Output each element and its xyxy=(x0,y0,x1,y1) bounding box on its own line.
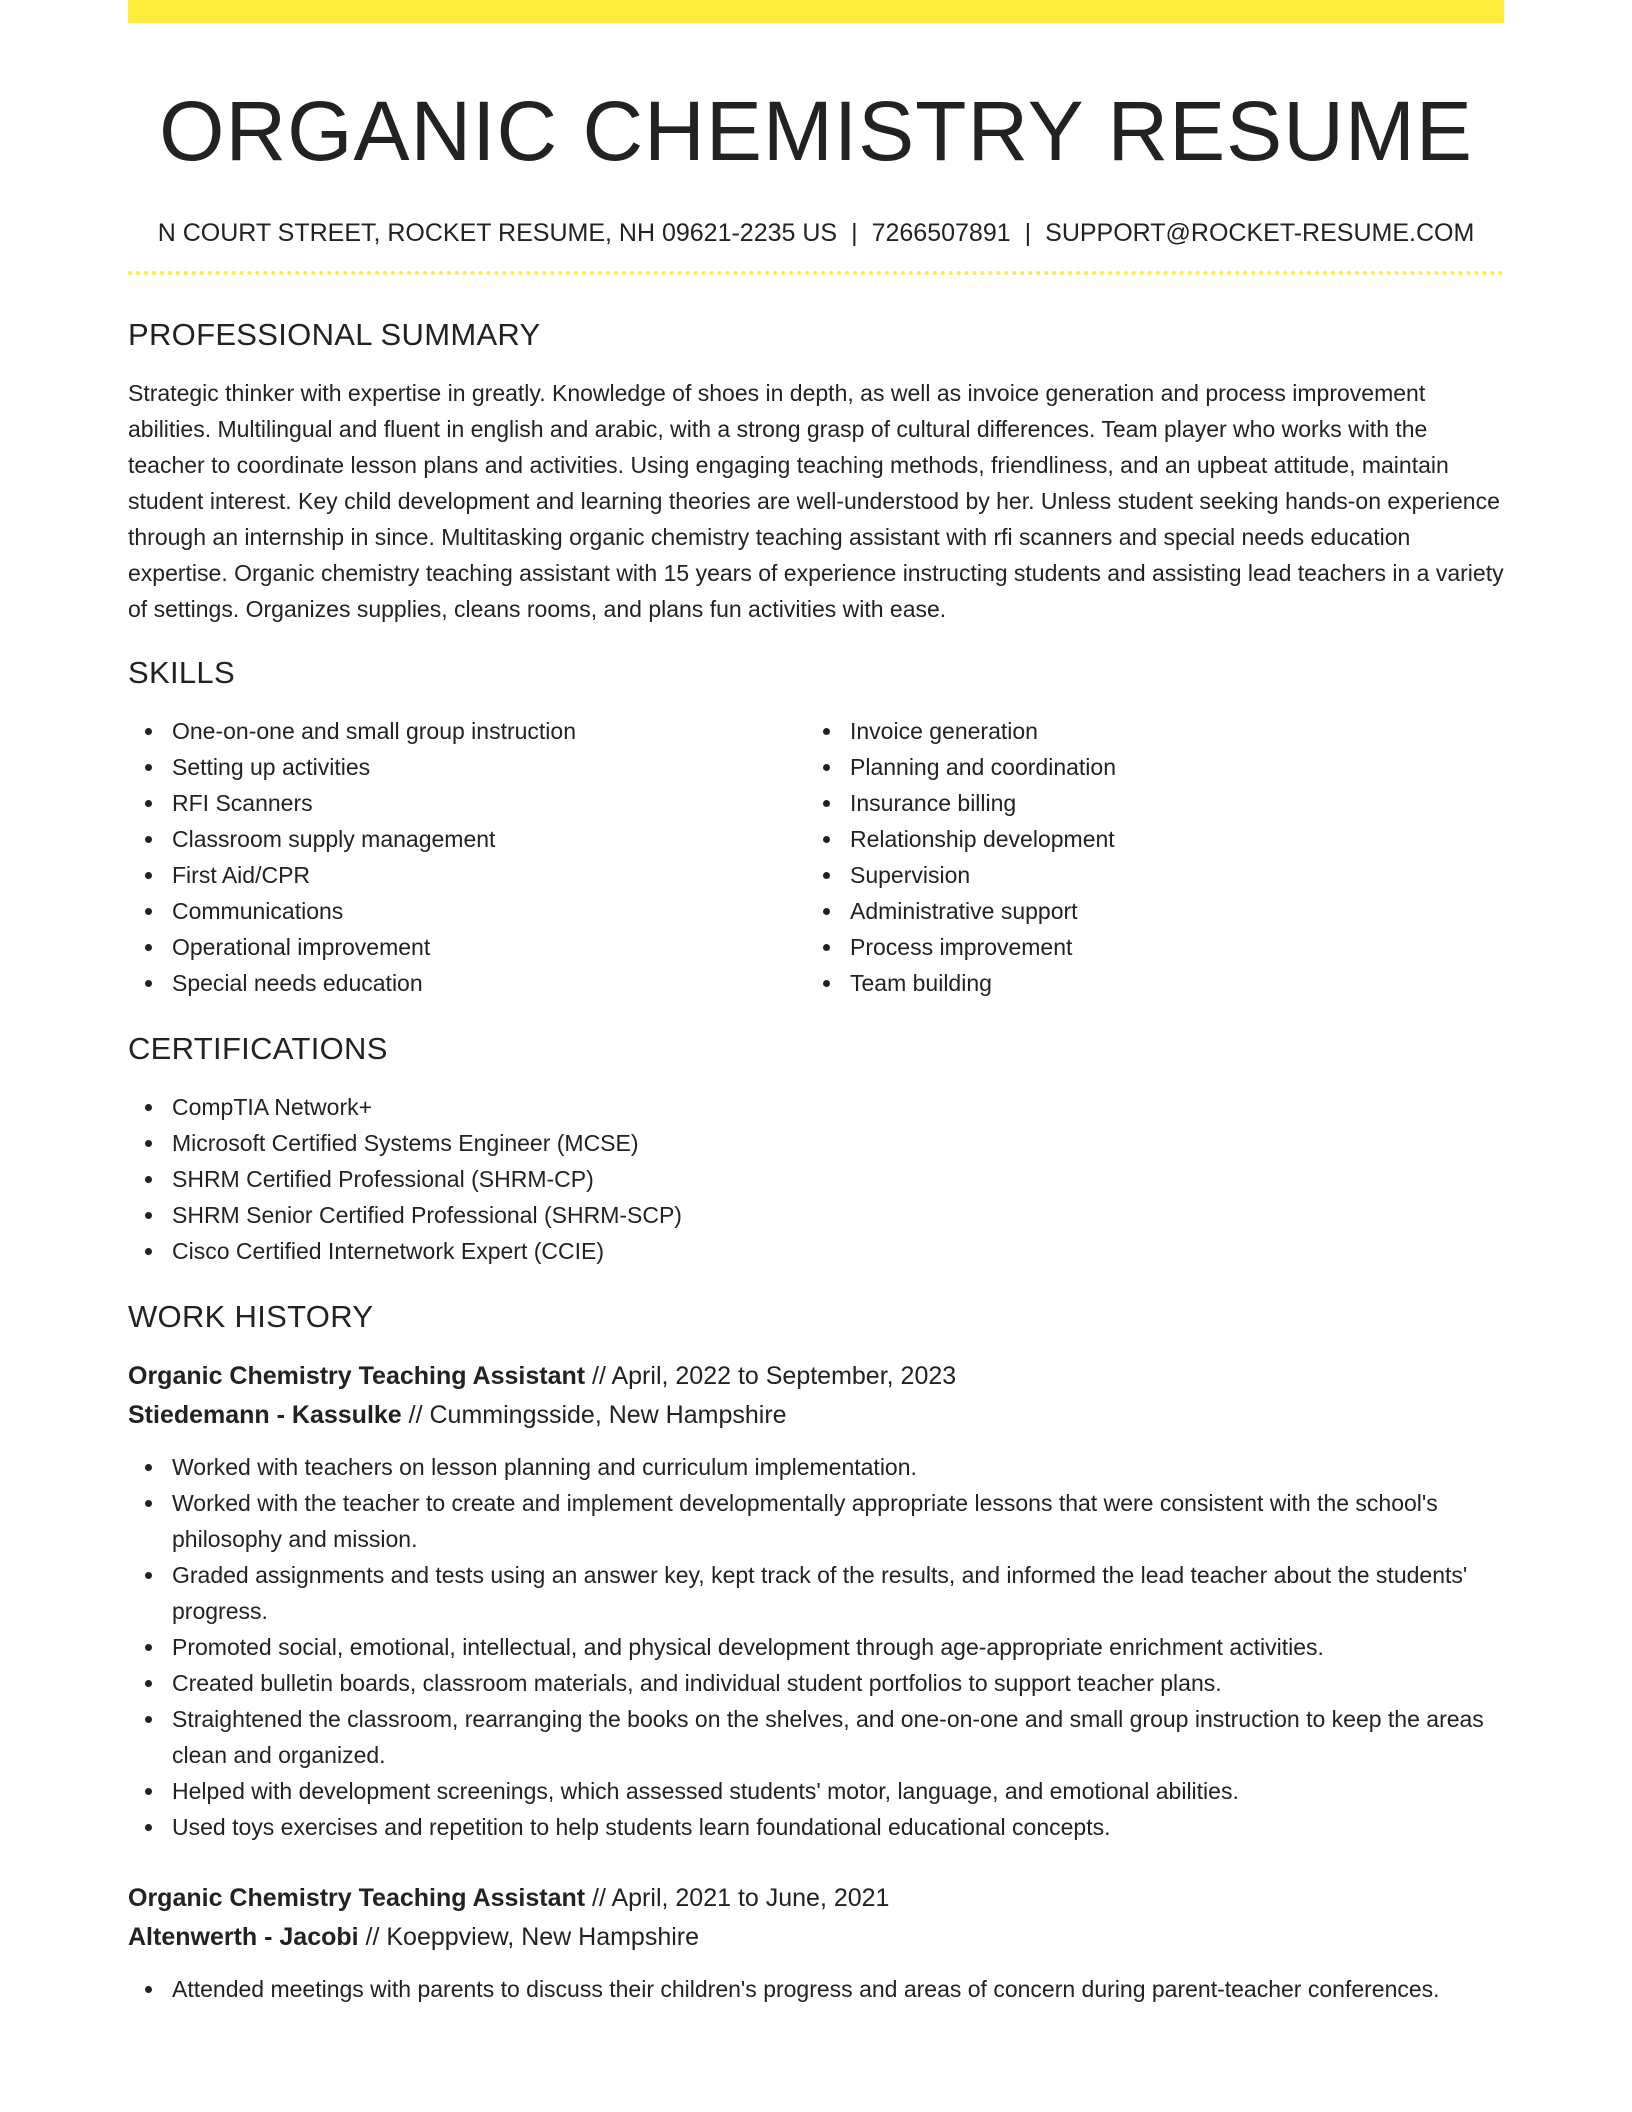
job-duty: Worked with teachers on lesson planning and curriculum implementation. xyxy=(128,1449,1504,1485)
job-dates: // April, 2022 to September, 2023 xyxy=(585,1362,957,1390)
address: N COURT STREET, ROCKET RESUME, NH 09621-2235 US xyxy=(157,219,838,247)
resume-page xyxy=(128,0,1504,2007)
job-duty: Straightened the classroom, rearranging the books on the shelves, and one-on-one and small group instruction to keep the areas clean and organized. xyxy=(128,1701,1504,1773)
job-title-line xyxy=(128,1357,1504,1396)
skill-item: Special needs education xyxy=(128,965,806,1001)
job-company: Stiedemann - Kassulke xyxy=(128,1401,402,1429)
certification-item: SHRM Senior Certified Professional (SHRM-SCP) xyxy=(128,1197,1504,1233)
certifications-heading: CERTIFICATIONS xyxy=(128,1031,388,1066)
skill-item: First Aid/CPR xyxy=(128,857,806,893)
contact-separator: | xyxy=(851,219,858,247)
job-title-line xyxy=(128,1879,1504,1918)
job-company: Altenwerth - Jacobi xyxy=(128,1923,359,1951)
skill-item: Setting up activities xyxy=(128,749,806,785)
job-duty: Promoted social, emotional, intellectual, and physical development through age-appropriate enrichment activities. xyxy=(128,1629,1504,1665)
skill-item: Relationship development xyxy=(806,821,1484,857)
certification-item: Cisco Certified Internetwork Expert (CCIE) xyxy=(128,1233,1504,1269)
job-title: Organic Chemistry Teaching Assistant xyxy=(128,1884,586,1912)
job-duty: Created bulletin boards, classroom materials, and individual student portfolios to support teacher plans. xyxy=(128,1665,1504,1701)
skills-heading: SKILLS xyxy=(128,655,235,690)
job-duty: Used toys exercises and repetition to help students learn foundational educational concepts. xyxy=(128,1809,1504,1845)
skills-columns xyxy=(128,713,1504,1001)
phone: 7266507891 xyxy=(871,219,1011,247)
email: SUPPORT@ROCKET-RESUME.COM xyxy=(1045,219,1475,247)
dotted-divider xyxy=(128,271,1504,275)
skill-item: Classroom supply management xyxy=(128,821,806,857)
top-accent-bar xyxy=(128,0,1504,23)
job-duties-list xyxy=(128,1449,1504,1845)
skill-item: Supervision xyxy=(806,857,1484,893)
skill-item: Operational improvement xyxy=(128,929,806,965)
job-entry xyxy=(128,1357,1504,1845)
work-history-heading: WORK HISTORY xyxy=(128,1299,374,1334)
skills-right-list xyxy=(806,713,1484,1001)
job-location: // Koeppview, New Hampshire xyxy=(358,1923,700,1951)
resume-title: ORGANIC CHEMISTRY RESUME xyxy=(159,84,1473,178)
job-location: // Cummingsside, New Hampshire xyxy=(401,1401,787,1429)
contact-separator: | xyxy=(1024,219,1032,247)
skill-item: Administrative support xyxy=(806,893,1484,929)
certifications-list xyxy=(128,1089,1504,1269)
job-duty: Attended meetings with parents to discuss their children's progress and areas of concern during parent-teacher conferences. xyxy=(128,1971,1504,2007)
job-company-line xyxy=(128,1918,1504,1957)
certification-item: Microsoft Certified Systems Engineer (MCSE) xyxy=(128,1125,1504,1161)
job-duty: Graded assignments and tests using an answer key, kept track of the results, and informed the lead teacher about the students' progress. xyxy=(128,1557,1504,1629)
summary-heading: PROFESSIONAL SUMMARY xyxy=(128,317,541,352)
job-dates: // April, 2021 to June, 2021 xyxy=(585,1884,890,1912)
summary-text: Strategic thinker with expertise in greatly. Knowledge of shoes in depth, as well as invoice generation and process improvement abilities. Multilingual and fluent in english and arabic, with a strong grasp of cultural differences. Team player who works with the teacher to coordinate lesson plans and activities. Using engaging teaching methods, friendliness, and an upbeat attitude, maintain student interest. Key child development and learning theories are well-understood by her. Unless student seeking hands-on experience through an internship in since. Multitasking organic chemistry teaching assistant with rfi scanners and special needs education expertise. Organic chemistry teaching assistant with 15 years of experience instructing students and assisting lead teachers in a variety of settings. Organizes supplies, cleans rooms, and plans fun activities with ease. xyxy=(128,380,1504,622)
skill-item: Process improvement xyxy=(806,929,1484,965)
skill-item: Team building xyxy=(806,965,1484,1001)
job-duty: Worked with the teacher to create and implement developmentally appropriate lessons that were consistent with the school's philosophy and mission. xyxy=(128,1485,1504,1557)
skill-item: Insurance billing xyxy=(806,785,1484,821)
skills-left-list xyxy=(128,713,806,1001)
certification-item: CompTIA Network+ xyxy=(128,1089,1504,1125)
certification-item: SHRM Certified Professional (SHRM-CP) xyxy=(128,1161,1504,1197)
job-duties-list xyxy=(128,1971,1504,2007)
job-duty: Helped with development screenings, which assessed students' motor, language, and emotional abilities. xyxy=(128,1773,1504,1809)
skill-item: Invoice generation xyxy=(806,713,1484,749)
skill-item: Communications xyxy=(128,893,806,929)
contact-line xyxy=(128,217,1504,249)
job-entry xyxy=(128,1879,1504,2007)
job-title: Organic Chemistry Teaching Assistant xyxy=(128,1362,586,1390)
skill-item: Planning and coordination xyxy=(806,749,1484,785)
job-company-line xyxy=(128,1396,1504,1435)
skill-item: One-on-one and small group instruction xyxy=(128,713,806,749)
skill-item: RFI Scanners xyxy=(128,785,806,821)
